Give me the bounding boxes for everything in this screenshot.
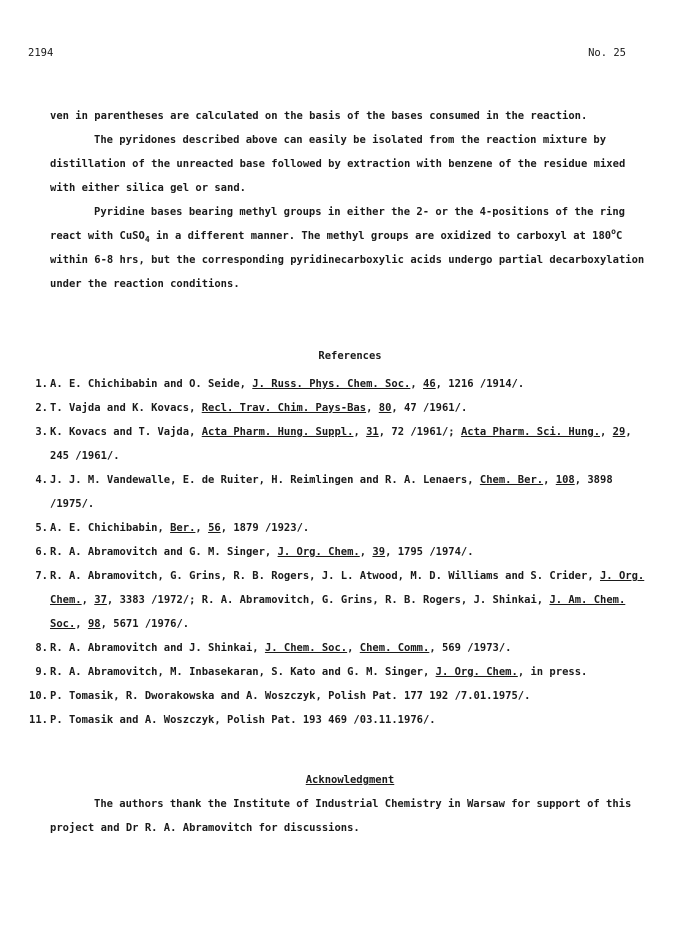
- reference-number: 7.: [35, 570, 48, 582]
- reference-text: [50, 660, 650, 684]
- reference-item: [29, 708, 650, 732]
- reference-run: ,: [543, 474, 556, 486]
- reference-run: , 3898 /1975/.: [50, 474, 613, 510]
- reference-item: [35, 420, 650, 468]
- reference-number: 6.: [35, 546, 48, 558]
- reference-run: K. Kovacs and T. Vajda,: [50, 426, 202, 438]
- reference-run: J. J. M. Vandewalle, E. de Ruiter, H. Reimlingen and R. A. Lenaers,: [50, 474, 480, 486]
- reference-number: 10.: [29, 690, 48, 702]
- reference-text: [50, 564, 650, 636]
- reference-run: A. E. Chichibabin,: [50, 522, 171, 534]
- reference-item: [29, 684, 650, 708]
- paragraph-pyridones: The pyridones described above can easily be isolated from the reaction mixture by distillation of the unreacted base followed by extraction with benzene of the residue mixed with either silica gel or sand.: [50, 134, 626, 194]
- text-run: in a different manner. The methyl groups are oxidized to carboxyl at 180: [149, 230, 612, 242]
- reference-text: [50, 684, 650, 708]
- reference-run: ,: [600, 426, 613, 438]
- text-run: Pyridine bases bearing methyl groups in either the 2- or the 4-positions of the ring react with CuSO: [50, 206, 626, 242]
- reference-run: ,: [353, 426, 367, 438]
- reference-journal: J. Org. Chem.: [435, 666, 518, 678]
- reference-run: P. Tomasik and A. Woszczyk, Polish Pat. 193 469 /03.11.1976/.: [50, 714, 436, 726]
- reference-item: [35, 396, 650, 420]
- reference-journal: 37: [94, 594, 107, 606]
- reference-journal: J. Org. Chem.: [277, 546, 360, 558]
- reference-number: 2.: [35, 402, 48, 414]
- reference-list: [29, 372, 650, 732]
- reference-journal: Chem. Ber.: [479, 474, 544, 486]
- reference-text: [50, 516, 650, 540]
- reference-run: ,: [347, 642, 360, 654]
- reference-text: [50, 468, 650, 516]
- paragraph-continuation: ven in parentheses are calculated on the basis of the bases consumed in the reaction.: [50, 110, 588, 122]
- reference-number: 4.: [35, 474, 48, 486]
- reference-run: , 72 /1961/;: [378, 426, 461, 438]
- reference-run: ,: [366, 402, 379, 414]
- reference-journal: J. Org. Chem.: [50, 570, 645, 606]
- reference-run: , 3383 /1972/; R. A. Abramovitch, G. Grins, R. B. Rogers, J. Shinkai,: [106, 594, 550, 606]
- superscript: o: [611, 227, 616, 236]
- reference-number: 1.: [35, 378, 48, 390]
- reference-journal: 56: [208, 522, 221, 534]
- reference-journal: J. Russ. Phys. Chem. Soc.: [252, 378, 411, 390]
- reference-text: [50, 540, 650, 564]
- reference-text: [50, 708, 650, 732]
- reference-journal: Acta Pharm. Hung. Suppl.: [201, 426, 354, 438]
- reference-text: [50, 396, 650, 420]
- reference-run: , in press.: [517, 666, 588, 678]
- reference-item: [35, 564, 650, 636]
- reference-journal: Recl. Trav. Chim. Pays-Bas: [201, 402, 367, 414]
- reference-run: R. A. Abramovitch, M. Inbasekaran, S. Kato and G. M. Singer,: [50, 666, 436, 678]
- text-run: C within 6-8 hrs, but the corresponding pyridinecarboxylic acids undergo partial decarboxylation under the reaction conditions.: [50, 230, 645, 290]
- reference-item: [35, 372, 650, 396]
- reference-journal: J. Am. Chem. Soc.: [50, 594, 626, 630]
- reference-journal: 80: [378, 402, 392, 414]
- reference-number: 11.: [29, 714, 48, 726]
- subscript: 4: [144, 235, 150, 244]
- reference-number: 3.: [35, 426, 48, 438]
- reference-journal: Acta Pharm. Sci. Hung.: [460, 426, 601, 438]
- reference-run: R. A. Abramovitch, G. Grins, R. B. Rogers, J. L. Atwood, M. D. Williams and S. Crider,: [50, 570, 600, 582]
- reference-item: [35, 636, 650, 660]
- page-number: 2194: [28, 47, 54, 59]
- reference-journal: 29: [612, 426, 626, 438]
- reference-run: ,: [195, 522, 209, 534]
- reference-journal: 31: [366, 426, 379, 438]
- reference-run: R. A. Abramovitch and G. M. Singer,: [50, 546, 278, 558]
- acknowledgment-heading: Acknowledgment: [305, 774, 395, 786]
- reference-journal: 46: [423, 378, 436, 390]
- reference-text: [50, 420, 650, 468]
- reference-item: [35, 516, 650, 540]
- reference-number: 8.: [35, 642, 48, 654]
- body-text: [50, 104, 650, 296]
- reference-number: 9.: [35, 666, 48, 678]
- reference-number: 5.: [35, 522, 48, 534]
- reference-run: T. Vajda and K. Kovacs,: [50, 402, 202, 414]
- reference-item: [35, 660, 650, 684]
- reference-run: , 5671 /1976/.: [100, 618, 190, 630]
- issue-number: No. 25: [588, 47, 626, 59]
- reference-run: ,: [75, 618, 88, 630]
- reference-journal: J. Chem. Soc.: [264, 642, 348, 654]
- reference-run: A. E. Chichibabin and O. Seide,: [50, 378, 253, 390]
- reference-run: , 1216 /1914/.: [435, 378, 525, 390]
- reference-run: P. Tomasik, R. Dworakowska and A. Woszczyk, Polish Pat. 177 192 /7.01.1975/.: [50, 690, 531, 702]
- reference-text: [50, 372, 650, 396]
- reference-run: R. A. Abramovitch and J. Shinkai,: [50, 642, 265, 654]
- reference-journal: 108: [555, 474, 575, 486]
- reference-run: , 569 /1973/.: [429, 642, 512, 654]
- acknowledgment-text: The authors thank the Institute of Industrial Chemistry in Warsaw for support of this project and Dr R. A. Abramovitch for discussions.: [50, 798, 632, 834]
- reference-journal: 39: [372, 546, 386, 558]
- reference-run: ,: [81, 594, 95, 606]
- reference-run: ,: [410, 378, 423, 390]
- reference-run: , 47 /1961/.: [391, 402, 468, 414]
- reference-item: [35, 468, 650, 516]
- reference-item: [35, 540, 650, 564]
- acknowledgment-section: [50, 768, 650, 840]
- reference-run: , 1795 /1974/.: [385, 546, 474, 558]
- paragraph-methyl-bases: [50, 200, 650, 296]
- reference-journal: Chem. Comm.: [359, 642, 430, 654]
- reference-run: ,: [359, 546, 373, 558]
- reference-journal: Ber.: [170, 522, 196, 534]
- references-section: [29, 344, 650, 732]
- reference-run: , 1879 /1923/.: [220, 522, 310, 534]
- reference-run: , 245 /1961/.: [50, 426, 632, 462]
- reference-text: [50, 636, 650, 660]
- references-heading: References: [318, 350, 382, 362]
- reference-journal: 98: [87, 618, 101, 630]
